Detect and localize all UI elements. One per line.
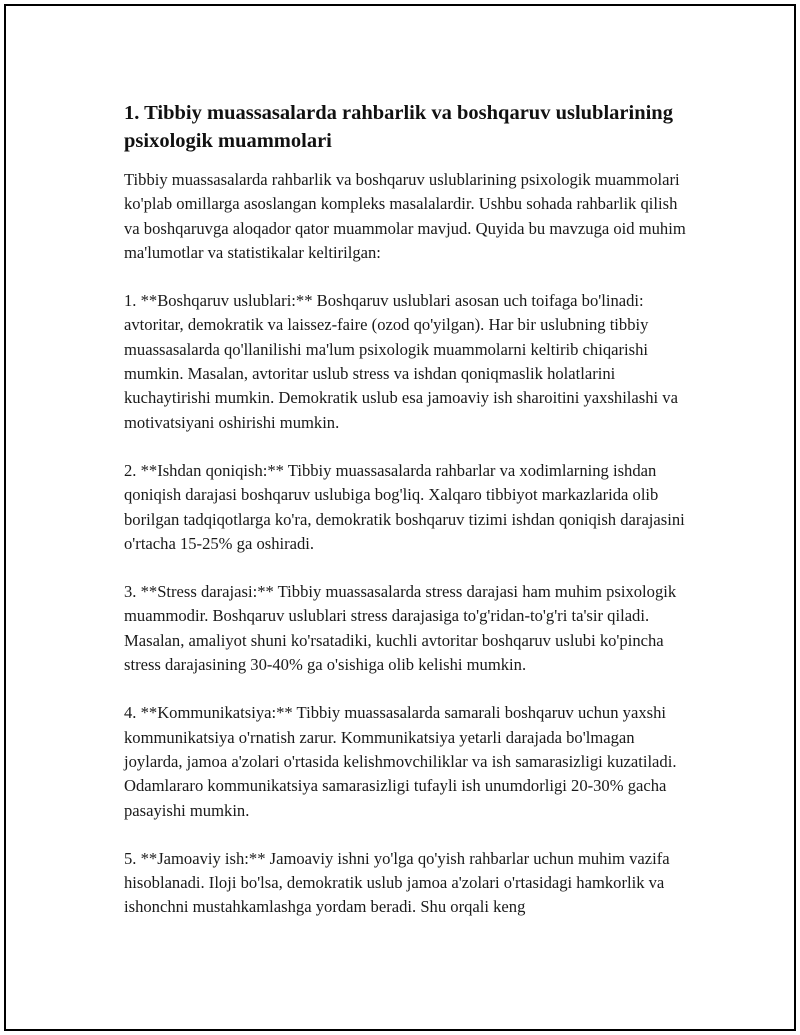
section-jamoaviy-ish: 5. **Jamoaviy ish:** Jamoaviy ishni yo'lga qo'yish rahbarlar uchun muhim vazifa hisoblanadi. Iloji bo'lsa, demokratik uslub jamoa a'zolari o'rtasidagi hamkorlik va ishonchni mustahkamlashga yordam beradi. Shu orqali keng: [124, 848, 670, 917]
intro-paragraph: Tibbiy muassasalarda rahbarlik va boshqaruv uslublarining psixologik muammolari ko'plab omillarga asoslangan kompleks masalalardir. Ushbu sohada rahbarlik qilish va boshqaruvga aloqador qator muammolar mavjud. Quyida bu mavzuga oid muhim ma'lumotlar va statistikalar keltirilgan:: [124, 170, 686, 262]
section-kommunikatsiya: 4. **Kommunikatsiya:** Tibbiy muassasalarda samarali boshqaruv uchun yaxshi kommunikatsiya o'rnatish zarur. Kommunikatsiya yetarli darajada bo'lmagan joylarda, jamoa a'zolari o'rtasida kelishmovchiliklar va ish samarasizligi kuzatiladi. Odamlararo kommunikatsiya samarasizligi tufayli ish unumdorligi 20-30% gacha pasayishi mumkin.: [124, 703, 677, 820]
document-title: 1. Tibbiy muassasalarda rahbarlik va boshqaruv uslublarining psixologik muammolari: [124, 102, 673, 152]
section-ishdan-qoniqish: 2. **Ishdan qoniqish:** Tibbiy muassasalarda rahbarlar va xodimlarning ishdan qoniqish darajasi boshqaruv uslubiga bog'liq. Xalqaro tibbiyot markazlarida olib borilgan tadqiqotlarga ko'ra, demokratik boshqaruv tizimi ishdan qoniqish darajasini o'rtacha 15-25% ga oshiradi.: [124, 460, 685, 553]
document-body: [124, 99, 696, 944]
section-stress-darajasi: 3. **Stress darajasi:** Tibbiy muassasalarda stress darajasi ham muhim psixologik muammodir. Boshqaruv uslublari stress darajasiga to'g'ridan-to'g'ri ta'sir qiladi. Masalan, amaliyot shuni ko'rsatadiki, kuchli avtoritar boshqaruv uslubi ko'pincha stress darajasining 30-40% ga o'sishiga olib kelishi mumkin.: [124, 582, 677, 675]
section-boshqaruv-uslublari: 1. **Boshqaruv uslublari:** Boshqaruv uslublari asosan uch toifaga bo'linadi: avtoritar, demokratik va laissez-faire (ozod qo'yilgan). Har bir uslubning tibbiy muassasalarda qo'llanilishi ma'lum psixologik muammolarni keltirib chiqarishi mumkin. Masalan, avtoritar uslub stress va ishdan qoniqmaslik holatlarini kuchaytirishi mumkin. Demokratik uslub esa jamoaviy ish sharoitini yaxshilashi va motivatsiyani oshirishi mumkin.: [124, 291, 678, 432]
page-frame: [4, 4, 796, 1031]
